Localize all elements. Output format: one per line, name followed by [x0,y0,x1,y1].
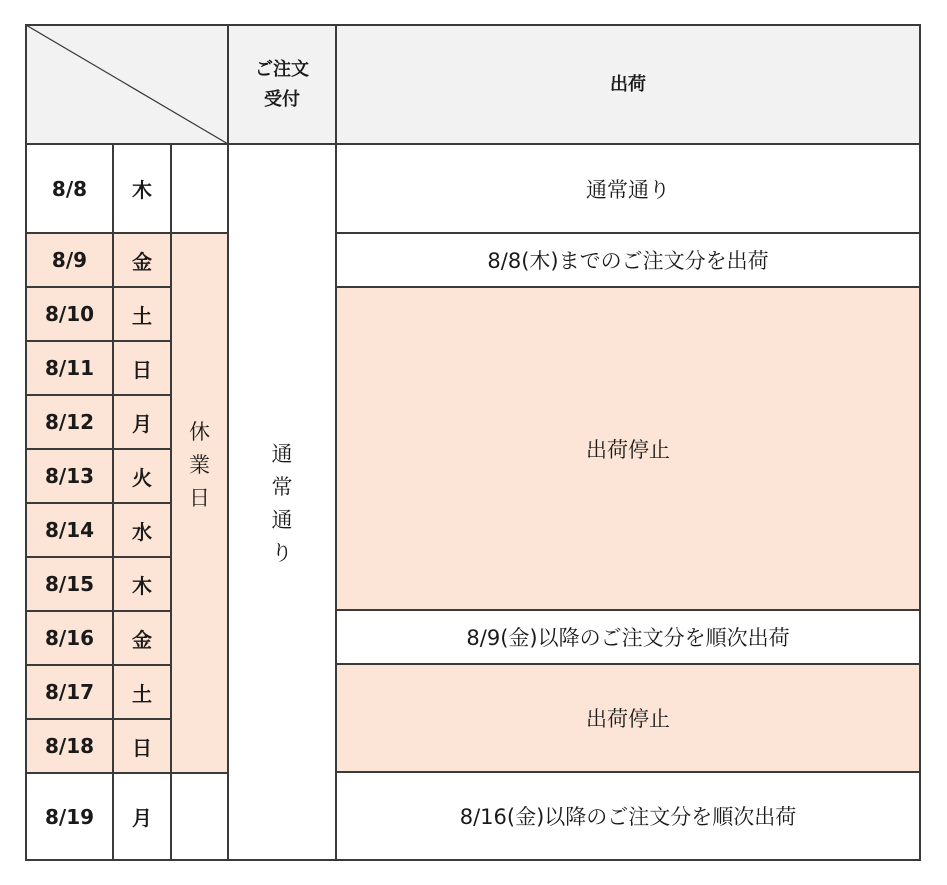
row-line [25,448,171,450]
weekday-cell: 土 [132,681,152,706]
row-line [25,232,228,234]
ship-row-line [336,609,921,611]
weekday-cell: 木 [132,178,152,202]
ship-row-line [336,286,921,288]
order-header-line2: 受付 [264,88,300,110]
date-cell: 8/11 [44,356,95,380]
weekday-cell: 日 [132,357,152,382]
ship-row-line [336,771,921,773]
row-line [25,286,171,288]
date-cell: 8/19 [44,804,95,829]
weekday-cell: 木 [132,573,152,598]
corner-diagonal-line [26,25,228,144]
row-line [25,664,171,666]
table-border-top [25,24,921,26]
table-border-left [25,24,27,860]
table-border-bottom [25,859,921,861]
weekday-cell: 金 [132,249,152,274]
date-cell: 8/18 [44,734,95,758]
shipping-cell: 8/8(木)までのご注文分を出荷 [487,249,769,273]
order-header-line1: ご注文 [255,58,309,80]
date-cell: 8/17 [44,680,95,704]
date-cell: 8/12 [44,410,95,434]
shipping-cell: 8/9(金)以降のご注文分を順次出荷 [466,626,790,650]
row-line [25,502,171,504]
order-acceptance-header [228,25,336,144]
date-cell: 8/15 [44,572,95,596]
row-line [25,718,171,720]
row-line [25,394,171,396]
weekday-cell: 月 [132,411,152,436]
weekday-cell: 金 [132,627,152,652]
weekday-cell: 水 [132,519,152,544]
weekday-cell: 火 [132,465,152,490]
order-status-label: 通常通り [271,442,293,565]
weekday-cell: 月 [132,806,152,830]
date-cell: 8/13 [44,464,95,488]
row-line [25,556,171,558]
corner-header-cell [26,25,228,144]
shipping-cell: 出荷停止 [586,707,670,731]
holiday-label-cell [171,233,228,772]
weekday-cell: 日 [132,735,152,760]
date-cell: 8/14 [44,518,95,542]
date-cell: 8/16 [44,626,95,650]
row-line [25,340,171,342]
row-line [25,610,171,612]
weekday-cell: 土 [132,303,152,328]
col-line-holiday [227,24,229,860]
shipping-header: 出荷 [336,25,920,144]
shipping-cell: 出荷停止 [586,437,670,462]
shipping-cell: 通常通り [586,177,670,202]
row-line [25,772,228,774]
date-cell: 8/10 [44,302,95,326]
ship-row-line [336,232,921,234]
col-line-order [335,24,337,860]
order-status-cell [228,144,336,860]
shipping-cell: 8/16(金)以降のご注文分を順次出荷 [459,805,797,829]
holiday-label: 休業日 [189,420,210,510]
table-border-right [919,24,921,860]
ship-row-line [336,663,921,665]
date-cell: 8/9 [51,248,88,272]
date-cell: 8/8 [51,176,88,201]
header-divider [25,143,921,145]
